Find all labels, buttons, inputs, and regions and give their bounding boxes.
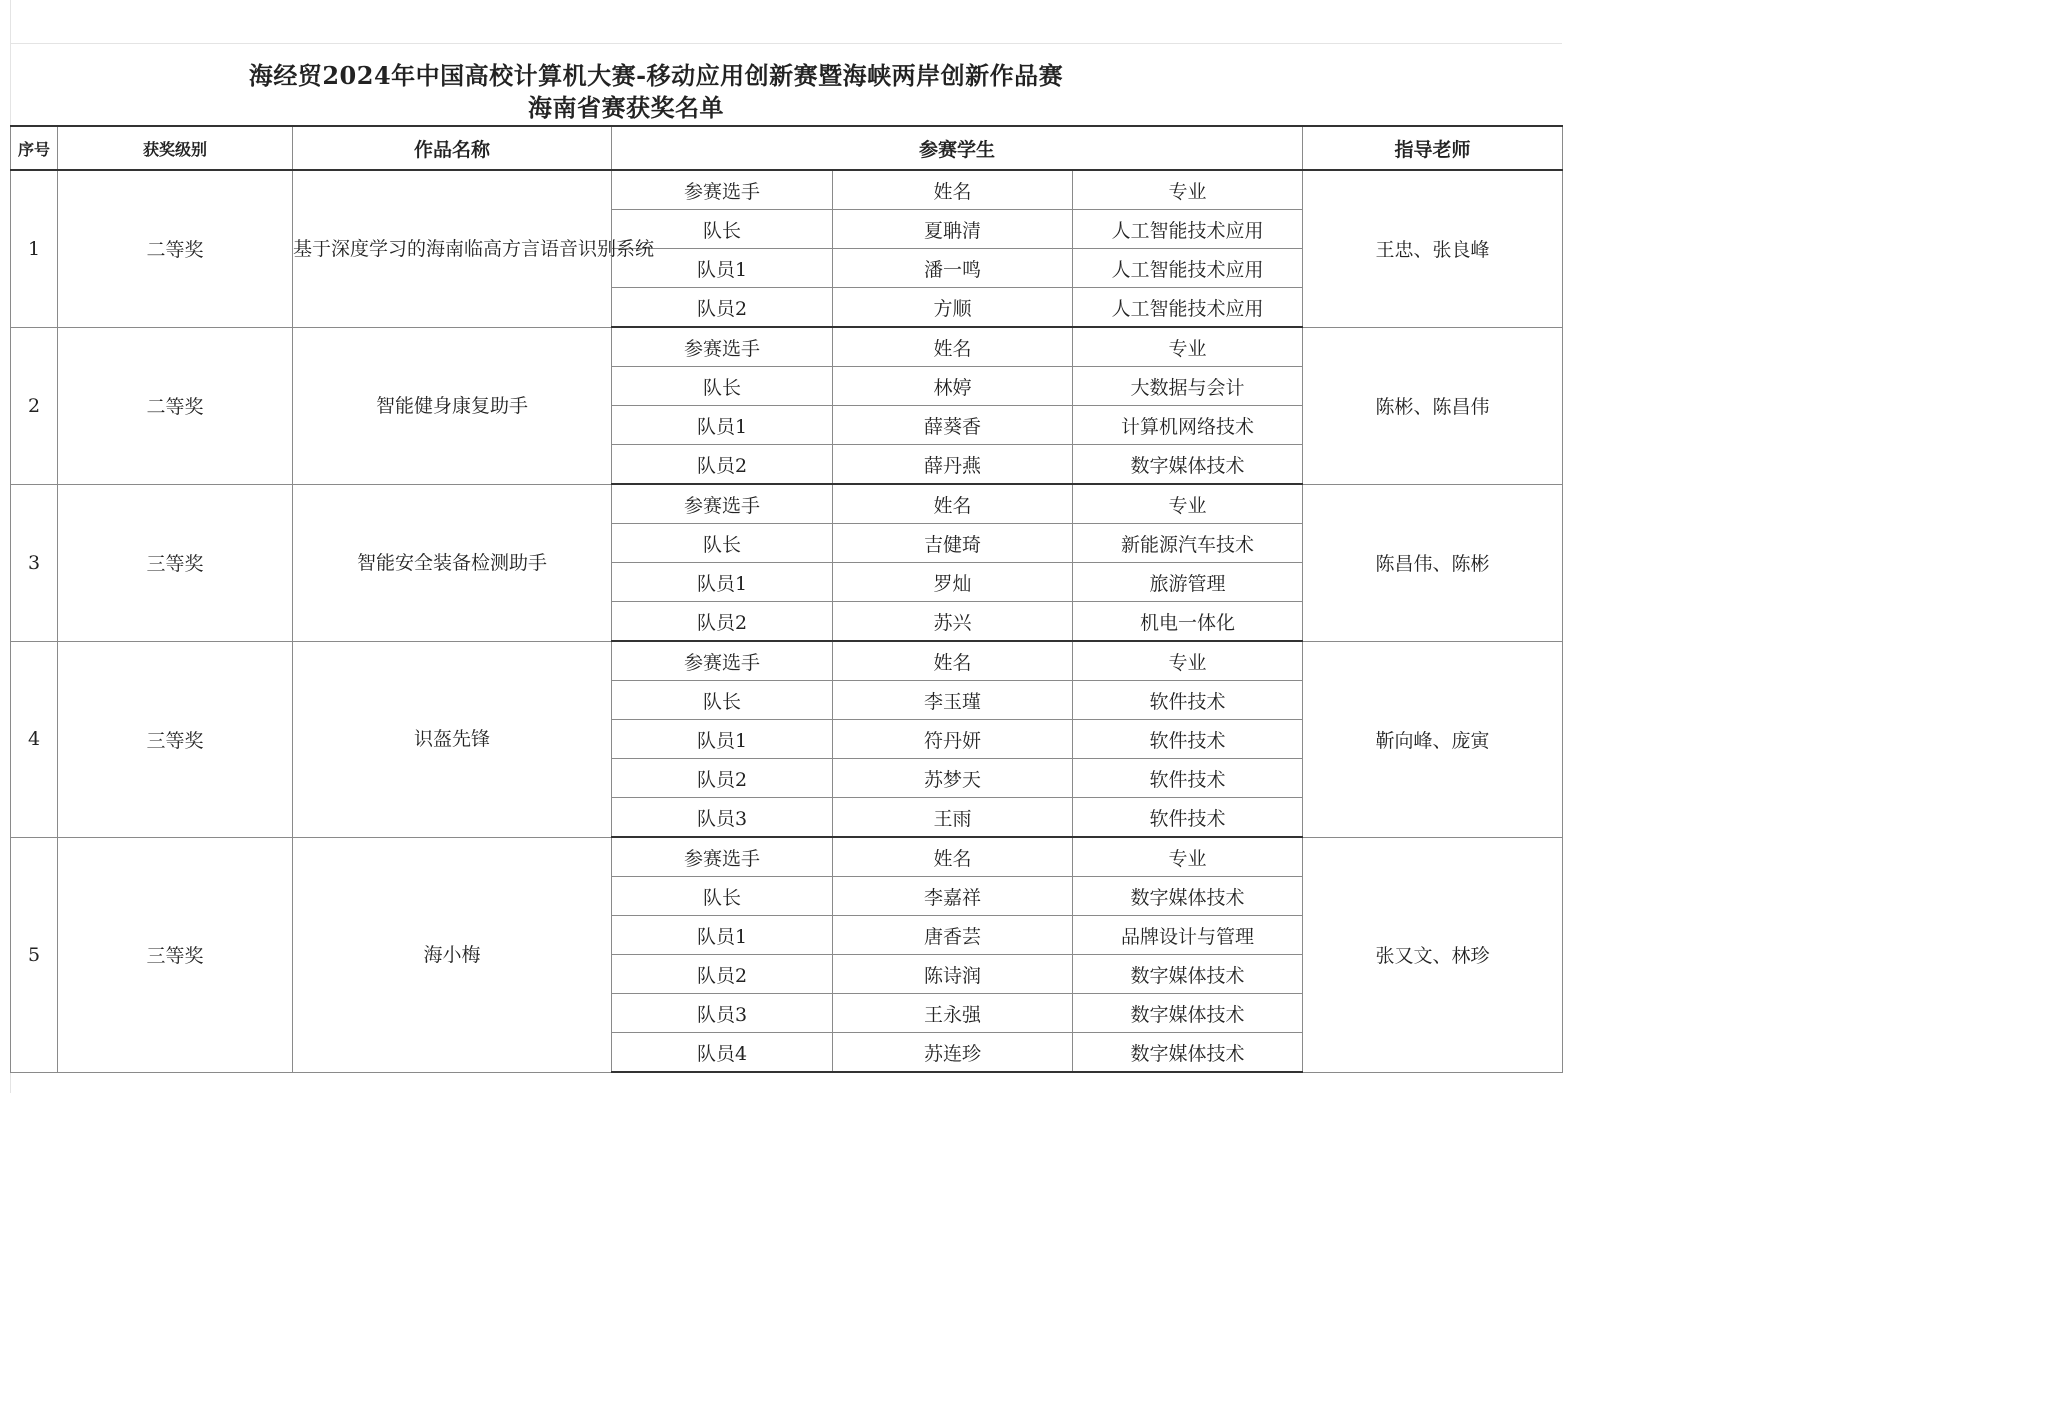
student-name-cell: 苏连珍: [833, 1033, 1073, 1073]
student-name-cell: 潘一鸣: [833, 249, 1073, 288]
header-level: 获奖级别: [58, 126, 293, 170]
work-name-cell: 智能健身康复助手: [293, 327, 612, 484]
header-teacher: 指导老师: [1303, 126, 1563, 170]
student-name-cell: 苏梦天: [833, 759, 1073, 798]
role-cell: 队员1: [612, 916, 833, 955]
major-cell: 软件技术: [1073, 720, 1303, 759]
role-cell: 队员2: [612, 602, 833, 642]
role-cell: 参赛选手: [612, 484, 833, 524]
student-name-cell: 唐香芸: [833, 916, 1073, 955]
student-name-cell: 李嘉祥: [833, 877, 1073, 916]
role-cell: 队长: [612, 367, 833, 406]
student-name-cell: 吉健琦: [833, 524, 1073, 563]
work-name-cell: 海小梅: [293, 837, 612, 1072]
role-cell: 队员3: [612, 994, 833, 1033]
student-subheader-row: [11, 641, 1563, 681]
major-cell: 专业: [1073, 484, 1303, 524]
major-cell: 专业: [1073, 641, 1303, 681]
major-cell: 大数据与会计: [1073, 367, 1303, 406]
role-cell: 队员1: [612, 720, 833, 759]
role-cell: 队员2: [612, 445, 833, 485]
student-name-cell: 方顺: [833, 288, 1073, 328]
work-name-cell: 识盔先锋: [293, 641, 612, 837]
seq-cell: 2: [11, 327, 58, 484]
major-cell: 软件技术: [1073, 759, 1303, 798]
role-cell: 队长: [612, 681, 833, 720]
major-cell: 人工智能技术应用: [1073, 210, 1303, 249]
student-subheader-row: [11, 837, 1563, 877]
role-cell: 队员1: [612, 563, 833, 602]
award-level-cell: 二等奖: [58, 170, 293, 327]
header-work: 作品名称: [293, 126, 612, 170]
student-subheader-row: [11, 170, 1563, 210]
role-cell: 参赛选手: [612, 641, 833, 681]
student-name-cell: 符丹妍: [833, 720, 1073, 759]
student-name-cell: 王永强: [833, 994, 1073, 1033]
student-name-cell: 薛葵香: [833, 406, 1073, 445]
work-name-cell: 基于深度学习的海南临高方言语音识别系统: [293, 170, 612, 327]
student-name-cell: 姓名: [833, 327, 1073, 367]
award-level-cell: 二等奖: [58, 327, 293, 484]
award-level-cell: 三等奖: [58, 837, 293, 1072]
teacher-cell: 陈彬、陈昌伟: [1303, 327, 1563, 484]
major-cell: 专业: [1073, 837, 1303, 877]
major-cell: 数字媒体技术: [1073, 994, 1303, 1033]
major-cell: 旅游管理: [1073, 563, 1303, 602]
work-name-cell: 智能安全装备检测助手: [293, 484, 612, 641]
role-cell: 队员1: [612, 249, 833, 288]
document-title: 海经贸2024年中国高校计算机大赛-移动应用创新赛暨海峡两岸创新作品赛: [248, 61, 1064, 90]
teacher-cell: 张又文、林珍: [1303, 837, 1563, 1072]
student-subheader-row: [11, 327, 1563, 367]
role-cell: 参赛选手: [612, 837, 833, 877]
major-cell: 数字媒体技术: [1073, 1033, 1303, 1073]
student-name-cell: 姓名: [833, 837, 1073, 877]
major-cell: 数字媒体技术: [1073, 445, 1303, 485]
role-cell: 队员4: [612, 1033, 833, 1073]
student-name-cell: 苏兴: [833, 602, 1073, 642]
title-area: [10, 43, 1562, 126]
role-cell: 队长: [612, 210, 833, 249]
student-name-cell: 薛丹燕: [833, 445, 1073, 485]
major-cell: 数字媒体技术: [1073, 955, 1303, 994]
student-name-cell: 王雨: [833, 798, 1073, 838]
role-cell: 参赛选手: [612, 327, 833, 367]
student-name-cell: 姓名: [833, 484, 1073, 524]
seq-cell: 3: [11, 484, 58, 641]
award-level-cell: 三等奖: [58, 641, 293, 837]
award-level-cell: 三等奖: [58, 484, 293, 641]
teacher-cell: 王忠、张良峰: [1303, 170, 1563, 327]
seq-cell: 5: [11, 837, 58, 1072]
major-cell: 计算机网络技术: [1073, 406, 1303, 445]
role-cell: 队员2: [612, 955, 833, 994]
award-table-body: [11, 170, 1563, 1072]
award-table: [10, 125, 1563, 1073]
role-cell: 队长: [612, 524, 833, 563]
major-cell: 专业: [1073, 170, 1303, 210]
teacher-cell: 靳向峰、庞寅: [1303, 641, 1563, 837]
major-cell: 品牌设计与管理: [1073, 916, 1303, 955]
header-row: [11, 126, 1563, 170]
major-cell: 人工智能技术应用: [1073, 288, 1303, 328]
student-name-cell: 罗灿: [833, 563, 1073, 602]
teacher-cell: 陈昌伟、陈彬: [1303, 484, 1563, 641]
student-name-cell: 姓名: [833, 641, 1073, 681]
student-name-cell: 陈诗润: [833, 955, 1073, 994]
student-name-cell: 林婷: [833, 367, 1073, 406]
major-cell: 软件技术: [1073, 681, 1303, 720]
document-subtitle: 海南省赛获奖名单: [528, 93, 724, 122]
major-cell: 人工智能技术应用: [1073, 249, 1303, 288]
major-cell: 软件技术: [1073, 798, 1303, 838]
seq-cell: 1: [11, 170, 58, 327]
major-cell: 机电一体化: [1073, 602, 1303, 642]
student-name-cell: 李玉瑾: [833, 681, 1073, 720]
major-cell: 新能源汽车技术: [1073, 524, 1303, 563]
role-cell: 队员3: [612, 798, 833, 838]
role-cell: 队长: [612, 877, 833, 916]
student-subheader-row: [11, 484, 1563, 524]
student-name-cell: 姓名: [833, 170, 1073, 210]
role-cell: 参赛选手: [612, 170, 833, 210]
role-cell: 队员2: [612, 759, 833, 798]
seq-cell: 4: [11, 641, 58, 837]
major-cell: 数字媒体技术: [1073, 877, 1303, 916]
header-students: 参赛学生: [612, 126, 1303, 170]
role-cell: 队员2: [612, 288, 833, 328]
major-cell: 专业: [1073, 327, 1303, 367]
student-name-cell: 夏聃清: [833, 210, 1073, 249]
header-seq: 序号: [11, 126, 58, 170]
role-cell: 队员1: [612, 406, 833, 445]
